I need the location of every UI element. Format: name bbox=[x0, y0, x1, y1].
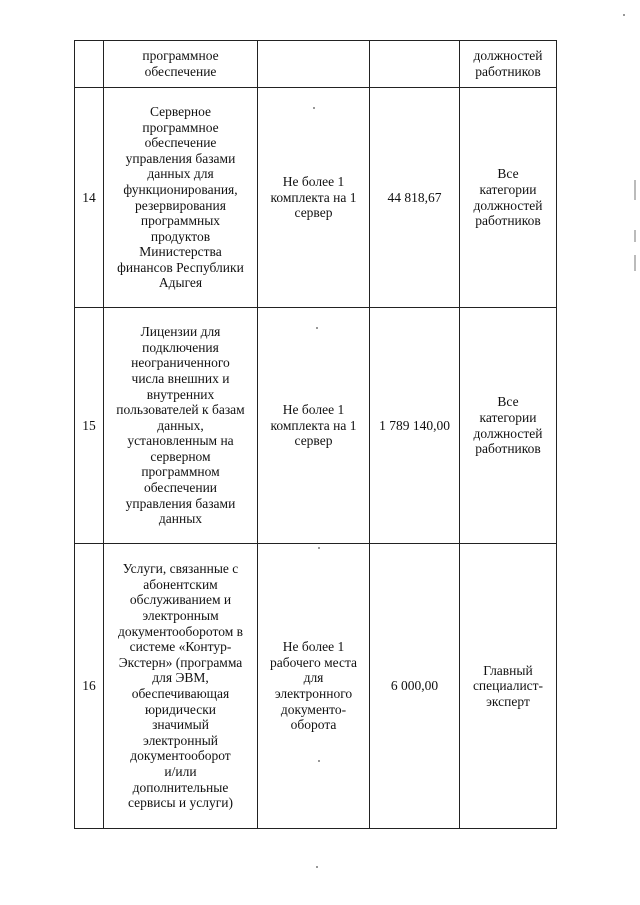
scan-edge-mark bbox=[634, 180, 636, 200]
table-row bbox=[75, 88, 557, 308]
cell-category: Главный специалист- эксперт bbox=[460, 544, 557, 829]
cell-category: должностей работников bbox=[460, 41, 557, 88]
table-row bbox=[75, 308, 557, 544]
cell-name: Лицензии для подключения неограниченного числа внешних и внутренних пользователей к базам данных, установленным на серверном программном обеспечении управления базами данных bbox=[104, 308, 258, 544]
cell-number: 15 bbox=[75, 308, 104, 544]
norms-table bbox=[74, 40, 557, 829]
scan-edge-mark bbox=[634, 255, 636, 271]
cell-number bbox=[75, 41, 104, 88]
cell-price: 6 000,00 bbox=[370, 544, 460, 829]
cell-quantity: Не более 1 рабочего места для электронного документо- оборота bbox=[258, 544, 370, 829]
cell-category: Все категории должностей работников bbox=[460, 88, 557, 308]
table-row-continuation bbox=[75, 41, 557, 88]
scan-edge-mark bbox=[634, 230, 636, 242]
cell-quantity: Не более 1 комплекта на 1 сервер bbox=[258, 88, 370, 308]
scan-speck bbox=[316, 866, 318, 868]
cell-number: 16 bbox=[75, 544, 104, 829]
scan-speck bbox=[313, 107, 315, 109]
cell-quantity bbox=[258, 41, 370, 88]
scan-speck bbox=[318, 547, 320, 549]
cell-category: Все категории должностей работников bbox=[460, 308, 557, 544]
cell-number: 14 bbox=[75, 88, 104, 308]
cell-price: 1 789 140,00 bbox=[370, 308, 460, 544]
cell-name: Серверное программное обеспечение управления базами данных для функционирования, резервирования программных продуктов Министерства финансов Республики Адыгея bbox=[104, 88, 258, 308]
cell-price bbox=[370, 41, 460, 88]
scan-speck bbox=[316, 327, 318, 329]
cell-price: 44 818,67 bbox=[370, 88, 460, 308]
scan-speck bbox=[623, 14, 625, 16]
cell-name: программное обеспечение bbox=[104, 41, 258, 88]
scan-speck bbox=[318, 760, 320, 762]
table-row bbox=[75, 544, 557, 829]
cell-quantity: Не более 1 комплекта на 1 сервер bbox=[258, 308, 370, 544]
cell-name: Услуги, связанные с абонентским обслуживанием и электронным документооборотом в системе «Контур- Экстерн» (программа для ЭВМ, обеспечивающая юридически значимый электронный документооборот и/или дополнительные сервисы и услуги) bbox=[104, 544, 258, 829]
